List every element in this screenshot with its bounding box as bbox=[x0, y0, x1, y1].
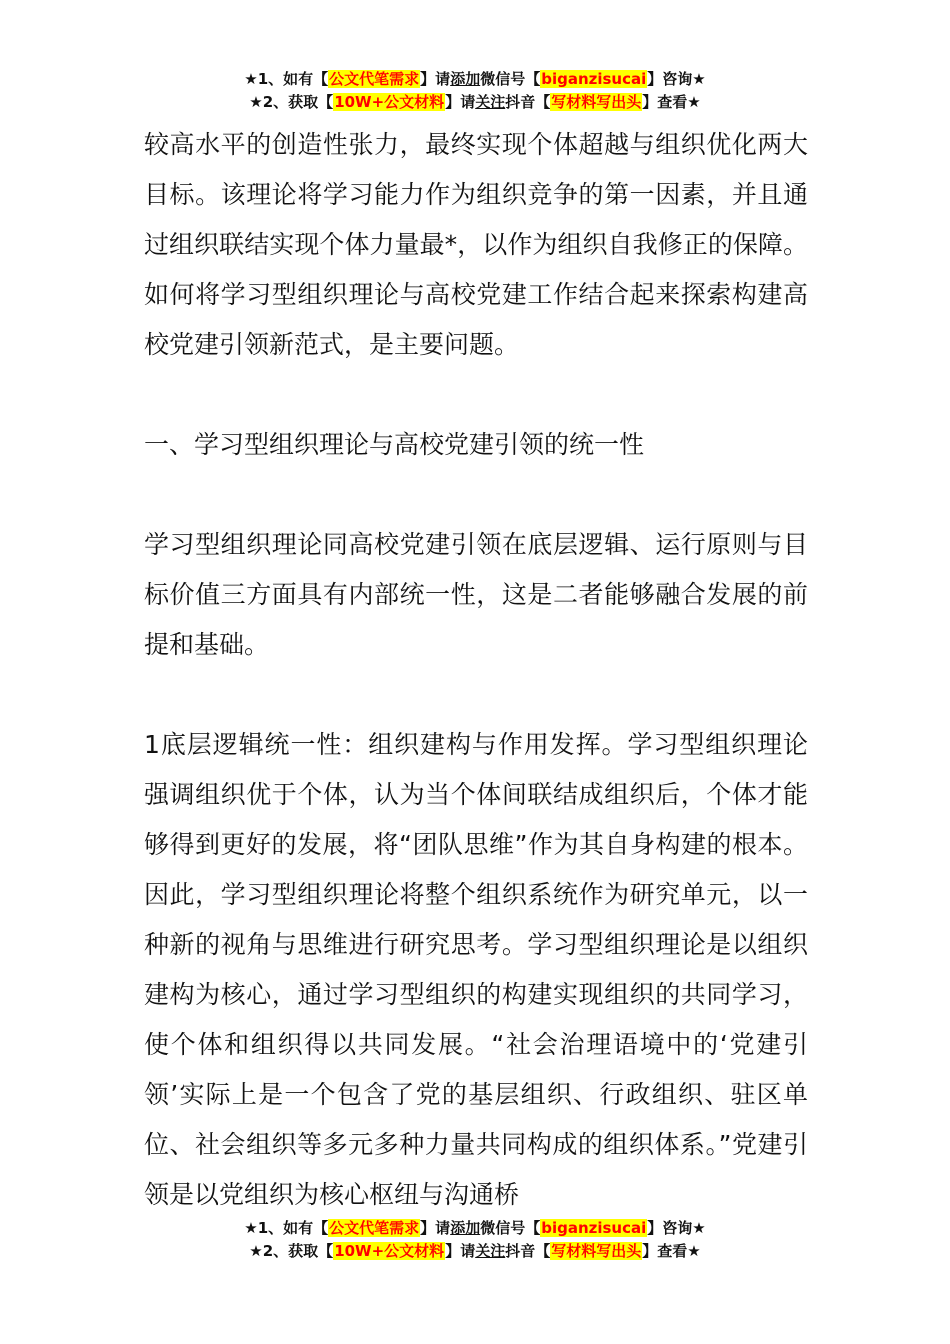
banner-line-1 bbox=[0, 68, 950, 91]
banner-line-2 bbox=[0, 1240, 950, 1263]
header-banner bbox=[0, 68, 950, 114]
banner-text: 】查看★ bbox=[642, 1242, 701, 1260]
highlight-wechat-id: biganzisucai bbox=[541, 1219, 647, 1237]
highlight-douyin-account: 写材料写出头 bbox=[551, 1242, 642, 1260]
banner-text: 】咨询★ bbox=[647, 1219, 706, 1237]
banner-text: 】查看★ bbox=[642, 93, 701, 111]
highlight-wechat-id: biganzisucai bbox=[541, 70, 647, 88]
banner-text: 】请 bbox=[445, 1242, 476, 1260]
paragraph-intro: 较高水平的创造性张力，最终实现个体超越与组织优化两大目标。该理论将学习能力作为组织竞争的第一因素，并且通过组织联结实现个体力量最*，以作为组织自我修正的保障。如何将学习型组织理论与高校党建工作结合起来探索构建高校党建引领新范式，是主要问题。 bbox=[144, 130, 808, 359]
banner-line-2 bbox=[0, 91, 950, 114]
banner-text: 】请 bbox=[420, 1219, 451, 1237]
banner-text: ★2、获取【 bbox=[249, 1242, 334, 1260]
highlight-writing-service: 公文代笔需求 bbox=[329, 70, 420, 88]
banner-underlined-text: 关注 bbox=[475, 93, 506, 111]
banner-text: 抖音【 bbox=[505, 93, 551, 111]
banner-underlined-text: 添加 bbox=[450, 70, 481, 88]
highlight-materials: 10W+公文材料 bbox=[334, 93, 445, 111]
section-heading: 一、学习型组织理论与高校党建引领的统一性 bbox=[144, 430, 645, 459]
highlight-materials: 10W+公文材料 bbox=[334, 1242, 445, 1260]
banner-text: 】咨询★ bbox=[647, 70, 706, 88]
highlight-writing-service: 公文代笔需求 bbox=[329, 1219, 420, 1237]
paragraph-unity: 学习型组织理论同高校党建引领在底层逻辑、运行原则与目标价值三方面具有内部统一性，这是二者能够融合发展的前提和基础。 bbox=[144, 530, 808, 659]
banner-text: 微信号【 bbox=[480, 70, 541, 88]
paragraph-logic: 1底层逻辑统一性：组织建构与作用发挥。学习型组织理论强调组织优于个体，认为当个体间联结成组织后，个体才能够得到更好的发展，将“团队思维”作为其自身构建的根本。因此，学习型组织理论将整个组织系统作为研究单元，以一种新的视角与思维进行研究思考。学习型组织理论是以组织建构为核心，通过学习型组织的构建实现组织的共同学习，使个体和组织得以共同发展。“社会治理语境中的‘党建引领’实际上是一个包含了党的基层组织、行政组织、驻区单位、社会组织等多元多种力量共同构成的组织体系。”党建引领是以党组织为核心枢纽与沟通桥 bbox=[144, 730, 808, 1209]
banner-underlined-text: 添加 bbox=[450, 1219, 481, 1237]
banner-text: 微信号【 bbox=[480, 1219, 541, 1237]
banner-text: ★1、如有【 bbox=[244, 70, 329, 88]
document-body bbox=[144, 120, 808, 1220]
banner-text: 】请 bbox=[420, 70, 451, 88]
banner-line-1 bbox=[0, 1217, 950, 1240]
footer-banner bbox=[0, 1217, 950, 1263]
banner-text: 抖音【 bbox=[505, 1242, 551, 1260]
highlight-douyin-account: 写材料写出头 bbox=[551, 93, 642, 111]
banner-text: 】请 bbox=[445, 93, 476, 111]
banner-text: ★2、获取【 bbox=[249, 93, 334, 111]
banner-underlined-text: 关注 bbox=[475, 1242, 506, 1260]
banner-text: ★1、如有【 bbox=[244, 1219, 329, 1237]
